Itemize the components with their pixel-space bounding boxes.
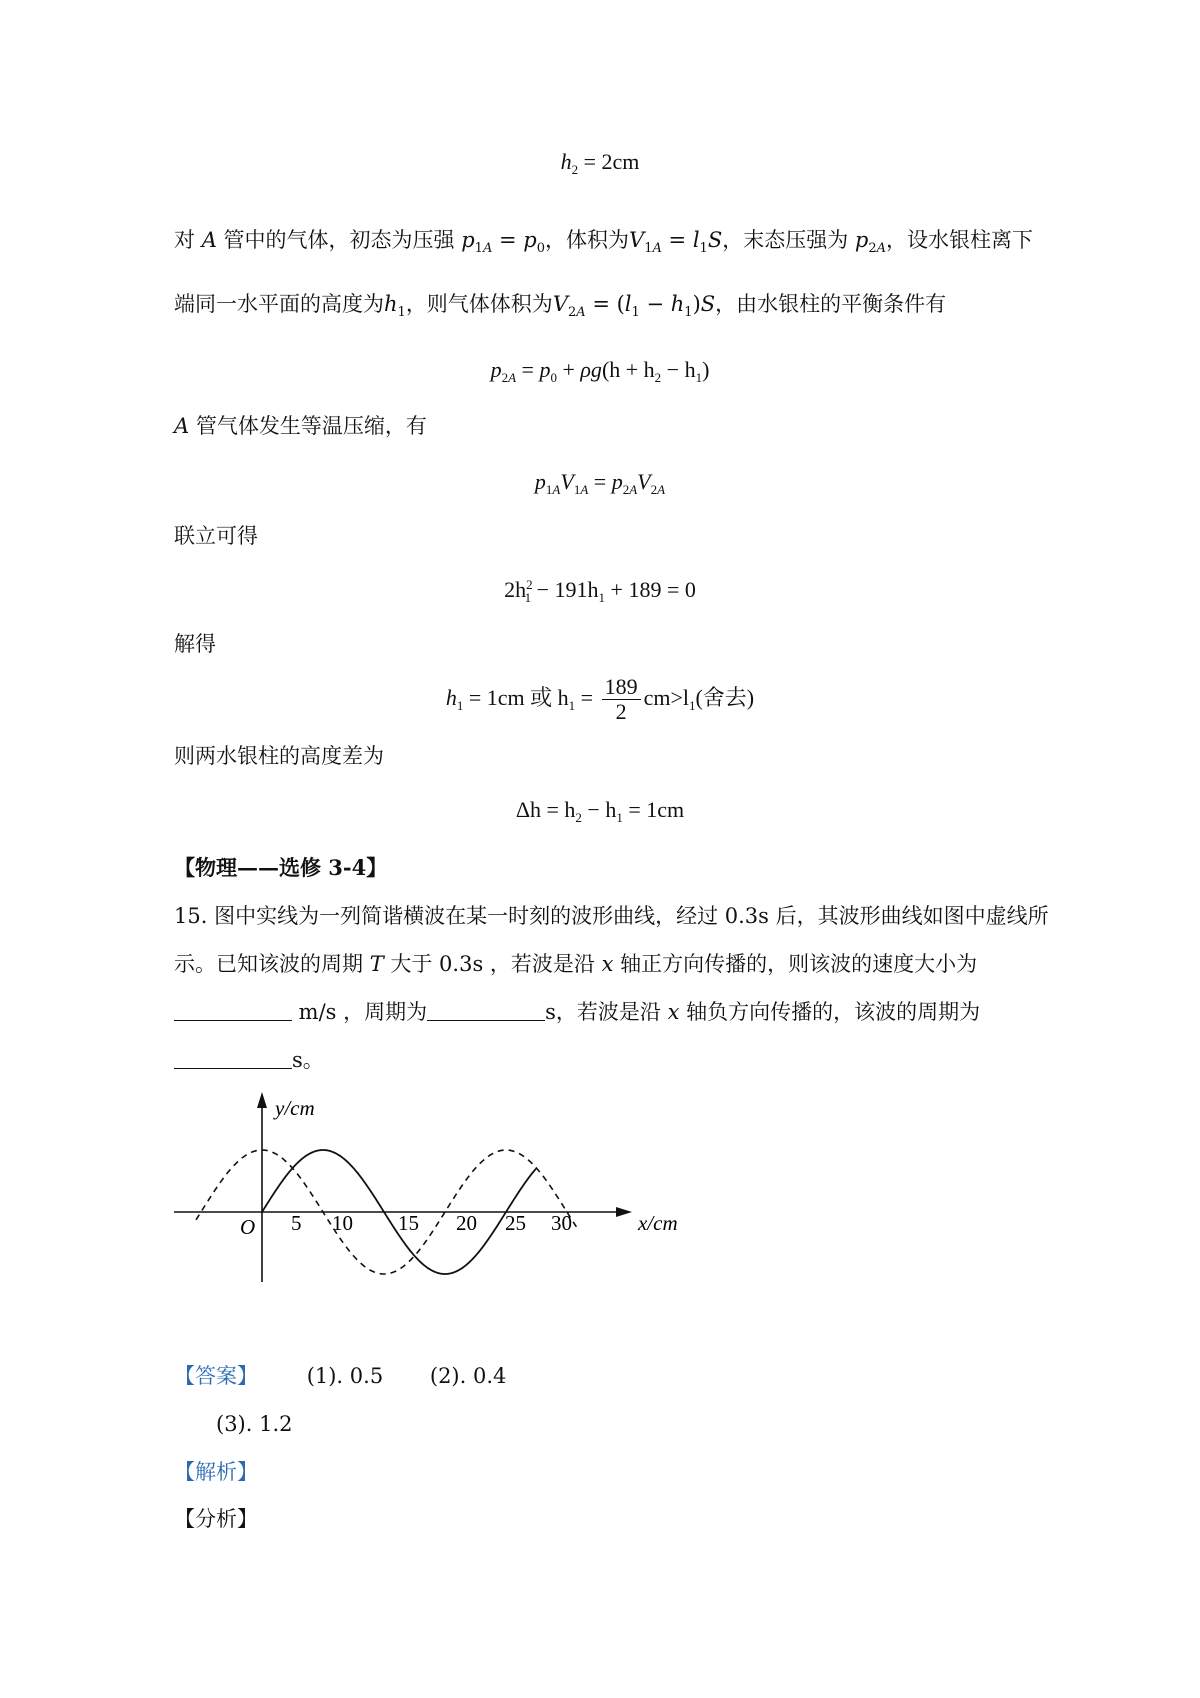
equation-solution: $h_1 = 1cm$ 或 $h_1$ = $\frac{189}{2}$ $cm>l_1$(舍去) <box>445 674 755 725</box>
equation-delta-h: $\Delta h = h_2 - h_1 = 1cm$ <box>515 797 685 825</box>
x-tick-5: 5 <box>291 1211 302 1235</box>
y-axis-arrow-icon <box>257 1092 267 1108</box>
question-15-line-2: 示。已知该波的周期 T 大于 0.3s ，若波是沿 x 轴正方向传播的，则该波的速度大小为 <box>174 952 978 976</box>
wave-figure <box>170 1090 690 1290</box>
question-15-line-1: 15. 图中实线为一列简谐横波在某一时刻的波形曲线，经过 0.3s 后，其波形曲线如图中虚线所 <box>174 904 1049 928</box>
origin-label: O <box>240 1215 256 1239</box>
answer-blank-3[interactable] <box>174 1048 292 1069</box>
paragraph-jiede: 解得 <box>174 632 216 656</box>
x-axis-label: x/cm <box>638 1211 678 1235</box>
y-axis-label: y/cm <box>275 1096 315 1120</box>
fraction-189-2: $\frac{189}{2}$ <box>602 675 641 724</box>
x-tick-10: 10 <box>332 1211 353 1235</box>
x-tick-20: 20 <box>456 1211 477 1235</box>
equation-p2A: $p_{2A} = p_0 + \rho g(h + h_2 - h_1)$ <box>490 357 710 385</box>
answer-label: 【答案】 <box>174 1364 258 1388</box>
paragraph-line-3: A 管气体发生等温压缩，有 <box>174 414 427 438</box>
answer-blank-2[interactable] <box>427 1000 545 1021</box>
x-tick-25: 25 <box>505 1211 526 1235</box>
paragraph-line-2: 端同一水平面的高度为$h_1$，则气体体积为$V_{2A} = (l_1 - h_1)S$，由水银柱的平衡条件有 <box>174 292 947 320</box>
x-tick-labels <box>291 1211 572 1235</box>
x-tick-30: 30 <box>551 1211 572 1235</box>
paragraph-diff: 则两水银柱的高度差为 <box>174 744 384 768</box>
equation-quadratic: $2h^2_1 - 191h_1 + 189 = 0$ <box>504 577 696 605</box>
analysis-label: 【解析】 <box>174 1460 258 1484</box>
answer-blank-1[interactable] <box>174 1000 292 1021</box>
paragraph-line-1: 对 A 管中的气体，初态为压强 $p_{1A} = p_0$，体积为$V_{1A} = l_1S$，末态压强为 $p_{2A}$，设水银柱离下 <box>174 228 1034 256</box>
answer-2: (2). 0.4 <box>429 1364 507 1388</box>
answer-row <box>174 1362 506 1390</box>
section-heading: 【物理——选修 3-4】 <box>174 855 388 880</box>
fenxi-label: 【分析】 <box>174 1507 258 1531</box>
x-axis-arrow-icon <box>616 1207 632 1217</box>
answer-3: (3). 1.2 <box>216 1412 293 1436</box>
question-15-line-3: m/s ，周期为 s，若波是沿 x 轴负方向传播的，该波的周期为 <box>174 998 980 1026</box>
equation-isothermal: $p_{1A}V_{1A} = p_{2A}V_{2A}$ <box>534 469 666 497</box>
x-tick-15: 15 <box>398 1211 419 1235</box>
question-15-line-4: s。 <box>174 1046 324 1074</box>
answer-1: (1). 0.5 <box>306 1364 384 1388</box>
paragraph-lianli: 联立可得 <box>174 524 258 548</box>
equation-h2: $h_2 = 2cm$ <box>560 149 640 177</box>
